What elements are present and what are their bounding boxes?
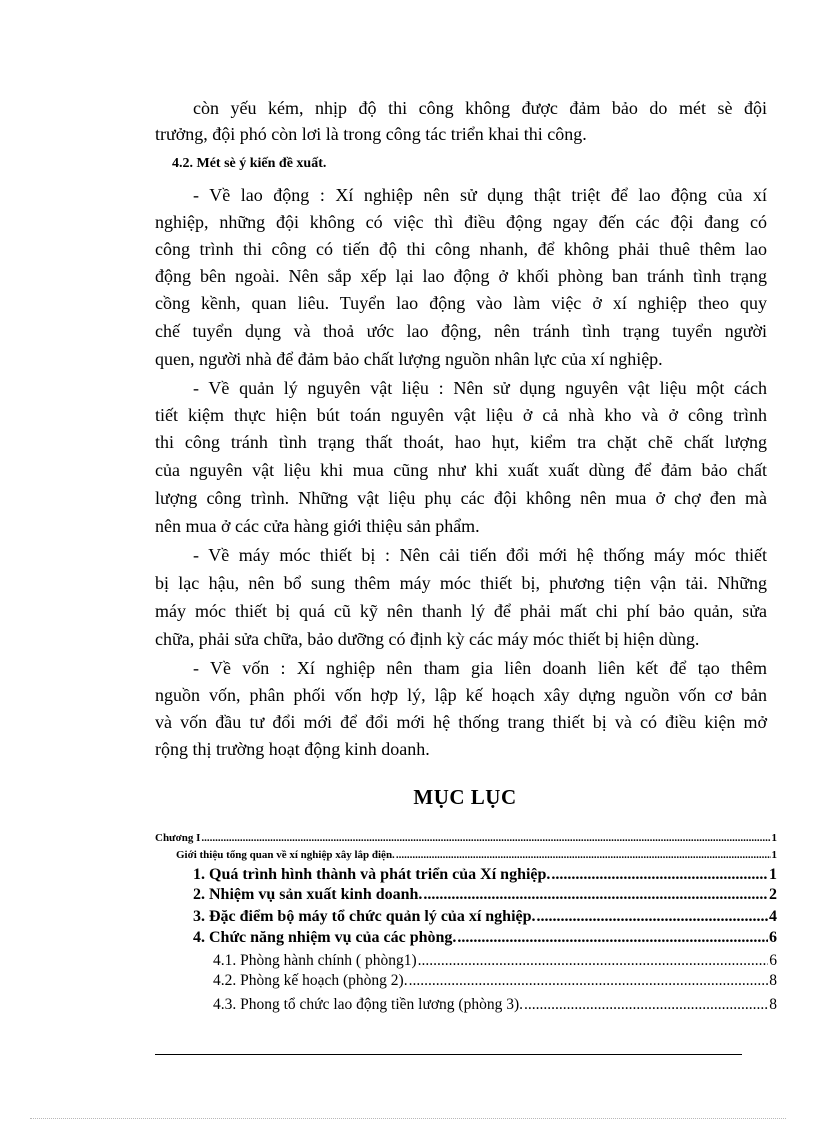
body-line: động bên ngoài. Nên sắp xếp lại lao động ở khối phòng ban tránh tình trạng <box>155 266 767 286</box>
body-line: - Về lao động : Xí nghiệp nên sử dụng thật triệt để lao động của xí <box>193 185 767 205</box>
body-line: chữa, phải sửa chữa, bảo dưỡng có định kỳ các máy móc thiết bị hiện dùng. <box>155 629 700 649</box>
toc-leader-dots <box>423 884 768 906</box>
body-line: nên mua ở các cửa hàng giới thiệu sản phẩm. <box>155 516 480 536</box>
body-line: của nguyên vật liệu khi mua cũng như khi xuất xuất dùng để đảm bảo chất <box>155 460 767 480</box>
toc-leader-dots <box>457 927 768 949</box>
toc-title: MỤC LỤC <box>413 785 517 809</box>
toc-entry-text: 4.2. Phòng kế hoạch (phòng 2). <box>213 972 408 989</box>
toc-leader-dots <box>396 847 771 863</box>
body-line: - Về vốn : Xí nghiệp nên tham gia liên doanh liên kết để tạo thêm <box>193 658 767 678</box>
section-heading: 4.2. Mét sè ý kiến đề xuất. <box>172 156 327 171</box>
body-line: bị lạc hậu, nên bổ sung thêm máy móc thiết bị, phương tiện vận tải. Những <box>155 573 767 593</box>
body-line: nguồn vốn, phân phối vốn hợp lý, lập kế hoạch xây dựng nguồn vốn cơ bản <box>155 685 767 705</box>
body-line: máy móc thiết bị quá cũ kỹ nên thanh lý để phải mất chi phí bảo quản, sửa <box>155 601 767 621</box>
footer-divider <box>155 1054 742 1055</box>
toc-page-number: 6 <box>769 929 777 946</box>
toc-entry-text: Chương I <box>155 832 201 844</box>
body-line: tiết kiệm thực hiện bút toán nguyên vật liệu ở cả nhà kho và ở công trình <box>155 405 767 425</box>
toc-page-number: 2 <box>769 886 777 903</box>
toc-entry-text: Giới thiệu tổng quan về xí nghiệp xây lắp điện. <box>176 849 395 861</box>
body-line: rộng thị trường hoạt động kinh doanh. <box>155 739 430 759</box>
toc-entry-chapter[interactable] <box>155 830 777 846</box>
toc-entry-3[interactable] <box>193 906 777 928</box>
body-line: lượng công trình. Những vật liệu phụ các đội không nên mua ở chợ đen mà <box>155 488 767 508</box>
toc-entry-text: 4.1. Phòng hành chính ( phòng1) <box>213 952 417 969</box>
body-line: cồng kềnh, quan liêu. Tuyển lao động vào làm việc ở xí nghiệp theo quy <box>155 293 767 313</box>
toc-entry-text: 3. Đặc điểm bộ máy tổ chức quản lý của xí nghiệp. <box>193 908 536 925</box>
toc-page-number: 8 <box>769 996 777 1013</box>
toc-entry-2[interactable] <box>193 884 777 906</box>
body-line: trưởng, đội phó còn lơi là trong công tác triển khai thi công. <box>155 124 587 144</box>
toc-entry-1[interactable] <box>193 864 777 886</box>
body-line: nghiệp, những đội không có việc thì điều động ngay đến các đội đang có <box>155 212 767 232</box>
toc-leader-dots <box>418 950 769 972</box>
toc-leader-dots <box>551 864 768 886</box>
body-line: thi công tránh tình trạng thất thoát, hao hụt, kiểm tra chặt chẽ chất lượng <box>155 432 767 452</box>
toc-entry-4-1[interactable] <box>213 950 777 972</box>
toc-entry-text: 1. Quá trình hình thành và phát triển của Xí nghiệp. <box>193 866 551 883</box>
toc-entry-4-3[interactable] <box>213 994 777 1016</box>
page-bottom-border <box>30 1118 786 1119</box>
toc-entry-text: 4.3. Phong tổ chức lao động tiền lương (phòng 3). <box>213 996 523 1013</box>
toc-page-number: 1 <box>771 832 777 844</box>
body-line: - Về máy móc thiết bị : Nên cải tiến đổi mới hệ thống máy móc thiết <box>193 545 767 565</box>
toc-page-number: 6 <box>769 952 777 969</box>
body-line: - Về quản lý nguyên vật liệu : Nên sử dụng nguyên vật liệu một cách <box>193 378 767 398</box>
body-line: và vốn đầu tư đổi mới để đổi mới hệ thống trang thiết bị và có điều kiện mở <box>155 712 767 732</box>
toc-page-number: 1 <box>769 866 777 883</box>
body-line: quen, người nhà để đảm bảo chất lượng nguồn nhân lực của xí nghiệp. <box>155 349 663 369</box>
toc-entry-text: 4. Chức năng nhiệm vụ của các phòng. <box>193 929 457 946</box>
toc-leader-dots <box>409 970 769 992</box>
toc-page-number: 4 <box>769 908 777 925</box>
toc-leader-dots <box>524 994 768 1016</box>
toc-page-number: 8 <box>769 972 777 989</box>
toc-leader-dots <box>201 830 770 846</box>
toc-page-number: 1 <box>771 849 777 861</box>
body-line: chế tuyển dụng và thoả ước lao động, nên tránh tình trạng tuyển người <box>155 321 767 341</box>
toc-entry-4[interactable] <box>193 927 777 949</box>
toc-entry-4-2[interactable] <box>213 970 777 992</box>
body-line: còn yếu kém, nhịp độ thi công không được đảm bảo do mét sè đội <box>193 98 767 118</box>
body-line: công trình thi công có tiến độ thi công nhanh, để không phải thuê thêm lao <box>155 239 767 259</box>
toc-entry-intro[interactable] <box>176 847 777 863</box>
toc-leader-dots <box>537 906 768 928</box>
toc-entry-text: 2. Nhiệm vụ sản xuất kinh doanh. <box>193 886 423 903</box>
